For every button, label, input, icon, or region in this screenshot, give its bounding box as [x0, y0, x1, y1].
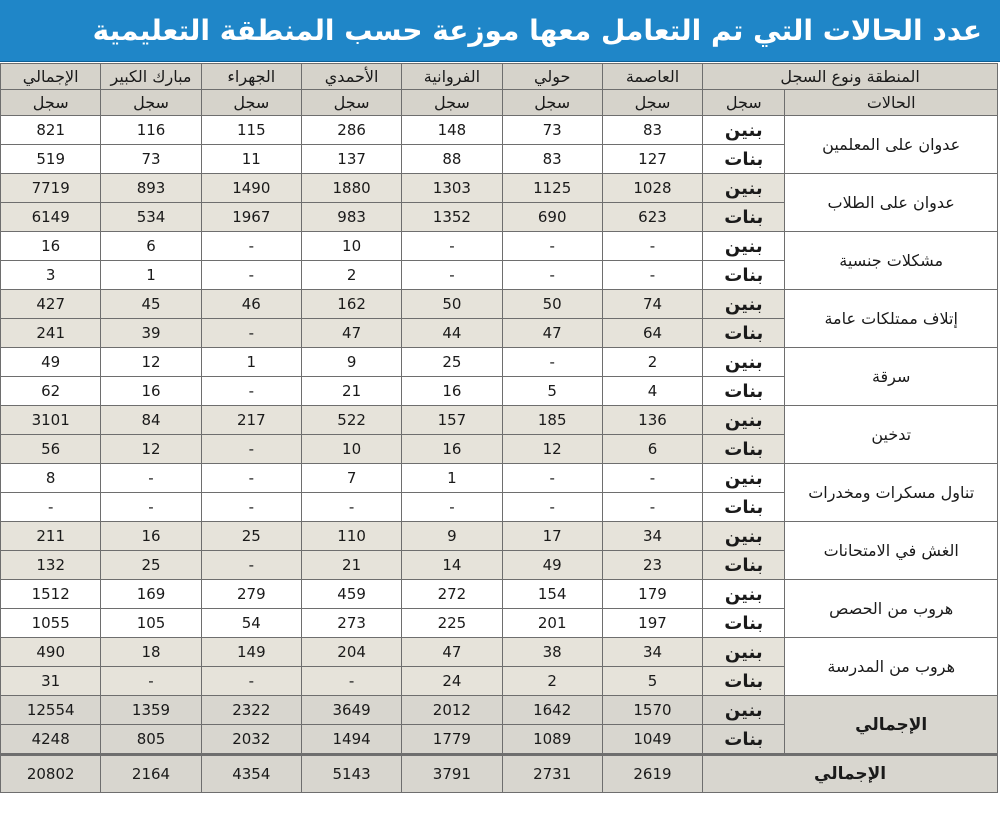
value-cell: 197 [602, 609, 702, 638]
record-header: سجل [402, 90, 502, 116]
value-cell: 6149 [1, 203, 101, 232]
value-cell: 1642 [502, 696, 602, 725]
value-cell: 54 [201, 609, 301, 638]
value-cell: 1089 [502, 725, 602, 755]
value-cell: 1494 [301, 725, 401, 755]
value-cell: 821 [1, 116, 101, 145]
value-cell: 2032 [201, 725, 301, 755]
value-cell: - [201, 667, 301, 696]
gender-label: بنات [703, 203, 785, 232]
value-cell: 1779 [402, 725, 502, 755]
value-cell: 73 [101, 145, 201, 174]
grand-total-cell: 5143 [301, 755, 401, 793]
value-cell: 50 [502, 290, 602, 319]
gender-label: بنات [703, 377, 785, 406]
value-cell: - [101, 493, 201, 522]
value-cell: 56 [1, 435, 101, 464]
value-cell: 47 [402, 638, 502, 667]
value-cell: 273 [301, 609, 401, 638]
grand-total-cell: 3791 [402, 755, 502, 793]
value-cell: 127 [602, 145, 702, 174]
value-cell: 1303 [402, 174, 502, 203]
value-cell: 162 [301, 290, 401, 319]
case-label: هروب من المدرسة [785, 638, 998, 696]
value-cell: 154 [502, 580, 602, 609]
case-label: عدوان على الطلاب [785, 174, 998, 232]
table-row [1, 638, 998, 667]
value-cell: - [301, 493, 401, 522]
value-cell: 519 [1, 145, 101, 174]
gender-label: بنين [703, 232, 785, 261]
value-cell: - [402, 493, 502, 522]
value-cell: 2322 [201, 696, 301, 725]
gender-label: بنات [703, 261, 785, 290]
value-cell: 490 [1, 638, 101, 667]
case-label: سرقة [785, 348, 998, 406]
grand-total-cell: 2619 [602, 755, 702, 793]
value-cell: 6 [101, 232, 201, 261]
value-cell: - [201, 232, 301, 261]
value-cell: 44 [402, 319, 502, 348]
value-cell: - [1, 493, 101, 522]
gender-label: بنات [703, 551, 785, 580]
value-cell: 805 [101, 725, 201, 755]
value-cell: - [201, 261, 301, 290]
value-cell: 4248 [1, 725, 101, 755]
region-header: الجهراء [201, 64, 301, 90]
value-cell: 11 [201, 145, 301, 174]
record-header: سجل [201, 90, 301, 116]
value-cell: - [502, 232, 602, 261]
value-cell: 132 [1, 551, 101, 580]
value-cell: 16 [1, 232, 101, 261]
table-row [1, 348, 998, 377]
gender-label: بنين [703, 522, 785, 551]
gender-label: بنين [703, 464, 785, 493]
value-cell: 25 [201, 522, 301, 551]
value-cell: 25 [101, 551, 201, 580]
value-cell: - [602, 232, 702, 261]
value-cell: 4 [602, 377, 702, 406]
page-title: عدد الحالات التي تم التعامل معها موزعة حسب المنطقة التعليمية [92, 14, 982, 47]
region-header: الفروانية [402, 64, 502, 90]
value-cell: 623 [602, 203, 702, 232]
value-cell: - [101, 667, 201, 696]
value-cell: 1028 [602, 174, 702, 203]
value-cell: 3 [1, 261, 101, 290]
value-cell: 12 [502, 435, 602, 464]
value-cell: 49 [1, 348, 101, 377]
case-label: هروب من الحصص [785, 580, 998, 638]
value-cell: 1049 [602, 725, 702, 755]
value-cell: 64 [602, 319, 702, 348]
value-cell: 45 [101, 290, 201, 319]
record-header: سجل [703, 90, 785, 116]
gender-label: بنين [703, 696, 785, 725]
value-cell: 2 [602, 348, 702, 377]
value-cell: 3101 [1, 406, 101, 435]
value-cell: - [502, 348, 602, 377]
value-cell: - [402, 232, 502, 261]
value-cell: 1570 [602, 696, 702, 725]
value-cell: 62 [1, 377, 101, 406]
record-header: سجل [101, 90, 201, 116]
value-cell: 459 [301, 580, 401, 609]
value-cell: 12554 [1, 696, 101, 725]
value-cell: - [502, 261, 602, 290]
value-cell: 8 [1, 464, 101, 493]
header-row-record [1, 90, 998, 116]
value-cell: - [201, 493, 301, 522]
value-cell: 1967 [201, 203, 301, 232]
gender-label: بنين [703, 290, 785, 319]
value-cell: 39 [101, 319, 201, 348]
value-cell: - [101, 464, 201, 493]
value-cell: 204 [301, 638, 401, 667]
table-row [1, 174, 998, 203]
value-cell: 21 [301, 551, 401, 580]
gender-label: بنات [703, 667, 785, 696]
table-row [1, 406, 998, 435]
value-cell: 34 [602, 638, 702, 667]
value-cell: 10 [301, 435, 401, 464]
table-body [1, 116, 998, 793]
case-label: الغش في الامتحانات [785, 522, 998, 580]
value-cell: 23 [602, 551, 702, 580]
value-cell: 18 [101, 638, 201, 667]
gender-label: بنات [703, 725, 785, 755]
value-cell: 148 [402, 116, 502, 145]
gender-label: بنات [703, 145, 785, 174]
value-cell: 73 [502, 116, 602, 145]
value-cell: 2012 [402, 696, 502, 725]
value-cell: 1512 [1, 580, 101, 609]
value-cell: 5 [602, 667, 702, 696]
value-cell: 25 [402, 348, 502, 377]
cases-header: الحالات [785, 90, 998, 116]
header-row-regions [1, 64, 998, 90]
value-cell: 21 [301, 377, 401, 406]
value-cell: 7719 [1, 174, 101, 203]
value-cell: 16 [101, 522, 201, 551]
gender-label: بنات [703, 609, 785, 638]
value-cell: 115 [201, 116, 301, 145]
value-cell: 1880 [301, 174, 401, 203]
value-cell: 169 [101, 580, 201, 609]
record-header: سجل [502, 90, 602, 116]
value-cell: 1 [201, 348, 301, 377]
value-cell: 84 [101, 406, 201, 435]
value-cell: - [201, 551, 301, 580]
value-cell: 9 [402, 522, 502, 551]
value-cell: 279 [201, 580, 301, 609]
case-label: مشكلات جنسية [785, 232, 998, 290]
value-cell: 241 [1, 319, 101, 348]
value-cell: 17 [502, 522, 602, 551]
value-cell: 14 [402, 551, 502, 580]
value-cell: - [602, 464, 702, 493]
value-cell: 1352 [402, 203, 502, 232]
value-cell: 16 [101, 377, 201, 406]
value-cell: 179 [602, 580, 702, 609]
value-cell: 83 [602, 116, 702, 145]
table-row [1, 464, 998, 493]
gender-label: بنات [703, 319, 785, 348]
value-cell: 225 [402, 609, 502, 638]
value-cell: 7 [301, 464, 401, 493]
case-label: عدوان على المعلمين [785, 116, 998, 174]
value-cell: 136 [602, 406, 702, 435]
value-cell: 83 [502, 145, 602, 174]
region-header: مبارك الكبير [101, 64, 201, 90]
grand-total-cell: 2731 [502, 755, 602, 793]
value-cell: 6 [602, 435, 702, 464]
value-cell: 12 [101, 435, 201, 464]
value-cell: 149 [201, 638, 301, 667]
value-cell: 690 [502, 203, 602, 232]
value-cell: 105 [101, 609, 201, 638]
value-cell: 217 [201, 406, 301, 435]
value-cell: 534 [101, 203, 201, 232]
value-cell: 137 [301, 145, 401, 174]
region-header: الأحمدي [301, 64, 401, 90]
value-cell: 116 [101, 116, 201, 145]
value-cell: 16 [402, 435, 502, 464]
region-header: الإجمالي [1, 64, 101, 90]
value-cell: 157 [402, 406, 502, 435]
gender-label: بنين [703, 174, 785, 203]
table-row [1, 580, 998, 609]
value-cell: 1490 [201, 174, 301, 203]
value-cell: 88 [402, 145, 502, 174]
table-row [1, 696, 998, 725]
case-label: إتلاف ممتلكات عامة [785, 290, 998, 348]
value-cell: 24 [402, 667, 502, 696]
value-cell: 2 [502, 667, 602, 696]
gender-label: بنات [703, 493, 785, 522]
value-cell: - [502, 493, 602, 522]
grand-total-cell: 20802 [1, 755, 101, 793]
value-cell: - [201, 435, 301, 464]
value-cell: - [301, 667, 401, 696]
region-header: حولي [502, 64, 602, 90]
grand-total-cell: 2164 [101, 755, 201, 793]
region-header: العاصمة [602, 64, 702, 90]
value-cell: 1055 [1, 609, 101, 638]
gender-label: بنين [703, 406, 785, 435]
case-label: الإجمالي [785, 696, 998, 755]
value-cell: - [402, 261, 502, 290]
value-cell: 31 [1, 667, 101, 696]
value-cell: 1125 [502, 174, 602, 203]
record-header: سجل [602, 90, 702, 116]
region-type-header: المنطقة ونوع السجل [703, 64, 998, 90]
value-cell: 211 [1, 522, 101, 551]
record-header: سجل [301, 90, 401, 116]
value-cell: 201 [502, 609, 602, 638]
value-cell: - [502, 464, 602, 493]
value-cell: - [602, 493, 702, 522]
value-cell: 110 [301, 522, 401, 551]
value-cell: 49 [502, 551, 602, 580]
value-cell: 46 [201, 290, 301, 319]
value-cell: 12 [101, 348, 201, 377]
gender-label: بنين [703, 580, 785, 609]
cases-table [0, 63, 998, 793]
value-cell: 185 [502, 406, 602, 435]
value-cell: 10 [301, 232, 401, 261]
value-cell: - [201, 377, 301, 406]
record-header: سجل [1, 90, 101, 116]
value-cell: 16 [402, 377, 502, 406]
gender-label: بنين [703, 348, 785, 377]
value-cell: 5 [502, 377, 602, 406]
value-cell: 3649 [301, 696, 401, 725]
value-cell: 34 [602, 522, 702, 551]
table-row [1, 522, 998, 551]
value-cell: 50 [402, 290, 502, 319]
gender-label: بنات [703, 435, 785, 464]
value-cell: 272 [402, 580, 502, 609]
value-cell: 2 [301, 261, 401, 290]
value-cell: 47 [502, 319, 602, 348]
value-cell: 983 [301, 203, 401, 232]
value-cell: 1 [101, 261, 201, 290]
table-row [1, 290, 998, 319]
grand-total-row [1, 755, 998, 793]
case-label: تناول مسكرات ومخدرات [785, 464, 998, 522]
value-cell: 1 [402, 464, 502, 493]
table-row [1, 232, 998, 261]
value-cell: 38 [502, 638, 602, 667]
gender-label: بنين [703, 116, 785, 145]
value-cell: - [201, 319, 301, 348]
grand-total-cell: 4354 [201, 755, 301, 793]
value-cell: 1359 [101, 696, 201, 725]
value-cell: - [201, 464, 301, 493]
value-cell: 47 [301, 319, 401, 348]
value-cell: - [602, 261, 702, 290]
table-row [1, 116, 998, 145]
gender-label: بنين [703, 638, 785, 667]
value-cell: 9 [301, 348, 401, 377]
title-bar [0, 0, 1000, 62]
value-cell: 522 [301, 406, 401, 435]
value-cell: 74 [602, 290, 702, 319]
value-cell: 286 [301, 116, 401, 145]
case-label: تدخين [785, 406, 998, 464]
value-cell: 427 [1, 290, 101, 319]
value-cell: 893 [101, 174, 201, 203]
grand-total-label: الإجمالي [703, 755, 998, 793]
